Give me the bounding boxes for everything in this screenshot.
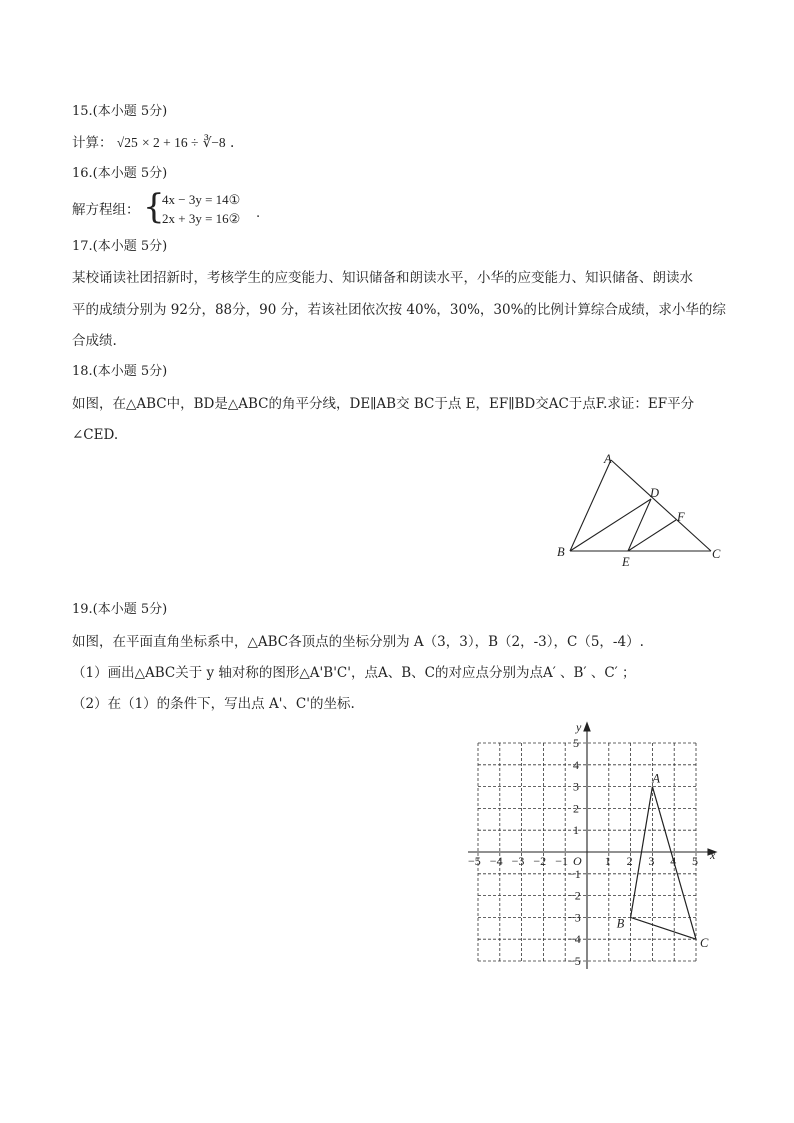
- label-C: C: [712, 547, 721, 561]
- q16-system-brace: {: [143, 187, 165, 227]
- x-tick-label: 2: [626, 854, 633, 868]
- y-tick-label: 5: [573, 736, 579, 750]
- x-tick-label: −5: [468, 854, 481, 868]
- q15-end: .: [229, 135, 235, 151]
- y-tick-label: −4: [568, 932, 581, 947]
- y-tick-label: 2: [573, 801, 579, 816]
- q17-line-3: 合成绩.: [72, 333, 117, 349]
- q16-equation-1: 4x − 3y = 14①: [162, 192, 241, 207]
- q16-equation-2: 2x + 3y = 16②: [162, 211, 241, 226]
- q18-header: 18.(本小题 5分): [72, 364, 168, 379]
- label-A: A: [604, 452, 612, 466]
- q17-line-1: 某校诵读社团招新时，考核学生的应变能力、知识储备和朗读水平，小华的应变能力、知识储备、朗读水: [72, 270, 693, 286]
- x-tick-label: −4: [489, 854, 503, 868]
- x-tick-label: −3: [511, 854, 525, 868]
- y-axis-arrow: [584, 723, 590, 731]
- triangle-ABC: [631, 787, 696, 940]
- label-E: E: [622, 555, 630, 569]
- q19-line-3: （2）在（1）的条件下，写出点 A'、C'的坐标.: [72, 696, 355, 712]
- y-tick-label: 3: [573, 779, 579, 794]
- q15-cube-root-term: ∛−8: [202, 135, 226, 150]
- x-tick-label: −1: [555, 854, 568, 868]
- q16-header: 16.(本小题 5分): [72, 166, 168, 181]
- segment-AC: [611, 460, 711, 551]
- q17-header: 17.(本小题 5分): [72, 239, 168, 254]
- point-label-C: C: [700, 936, 709, 951]
- x-tick-label: 4: [670, 854, 677, 868]
- q19-header: 19.(本小题 5分): [72, 602, 168, 617]
- triangle-figure: [550, 448, 730, 573]
- q18-line-2: ∠CED.: [72, 427, 119, 443]
- q15-sqrt-term: √25: [116, 135, 138, 150]
- q15-header: 15.(本小题 5分): [72, 104, 168, 119]
- x-tick-label: 5: [692, 854, 698, 868]
- y-tick-label: 1: [573, 823, 579, 838]
- point-label-A: A: [652, 771, 661, 786]
- x-axis-label: x: [710, 848, 716, 862]
- q18-line-1: 如图，在△ABC中，BD是△ABC的角平分线，DE∥AB交 BC于点 E，EF∥BD交AC于点F.求证：EF平分: [72, 396, 695, 412]
- x-tick-label: −2: [533, 854, 547, 868]
- q19-line-2: （1）画出△ABC关于 y 轴对称的图形△A'B'C'，点A、B、C的对应点分别为点A′ 、B′ 、C′ ；: [72, 665, 636, 681]
- y-tick-label: −3: [568, 910, 581, 925]
- point-label-B: B: [616, 916, 625, 931]
- y-tick-label: −2: [568, 888, 581, 903]
- y-axis-label: y: [576, 720, 582, 734]
- y-tick-label: 4: [573, 757, 579, 772]
- q15-problem: [72, 133, 234, 153]
- q16-prompt-label: 解方程组：: [72, 202, 140, 218]
- q16-end: .: [256, 206, 261, 221]
- origin-label: O: [573, 854, 582, 868]
- q19-line-1: 如图，在平面直角坐标系中，△ABC各顶点的坐标分别为 A（3，3），B（2，-3），C（5，-4）.: [72, 634, 644, 650]
- label-F: F: [677, 510, 685, 524]
- x-tick-label: 3: [648, 854, 655, 868]
- coordinate-grid: [450, 712, 730, 987]
- x-tick-label: 1: [604, 854, 611, 868]
- y-tick-label: −1: [568, 866, 581, 881]
- y-tick-label: −5: [568, 954, 581, 968]
- q15-middle-term: × 2 + 16 ÷: [142, 135, 199, 150]
- label-D: D: [650, 486, 660, 500]
- label-B: B: [557, 545, 565, 559]
- q17-line-2: 平的成绩分别为 92分，88分，90 分，若该社团依次按 40%，30%，30%的比例计算综合成绩，求小华的综: [72, 302, 726, 318]
- q15-prompt-label: 计算：: [72, 135, 113, 151]
